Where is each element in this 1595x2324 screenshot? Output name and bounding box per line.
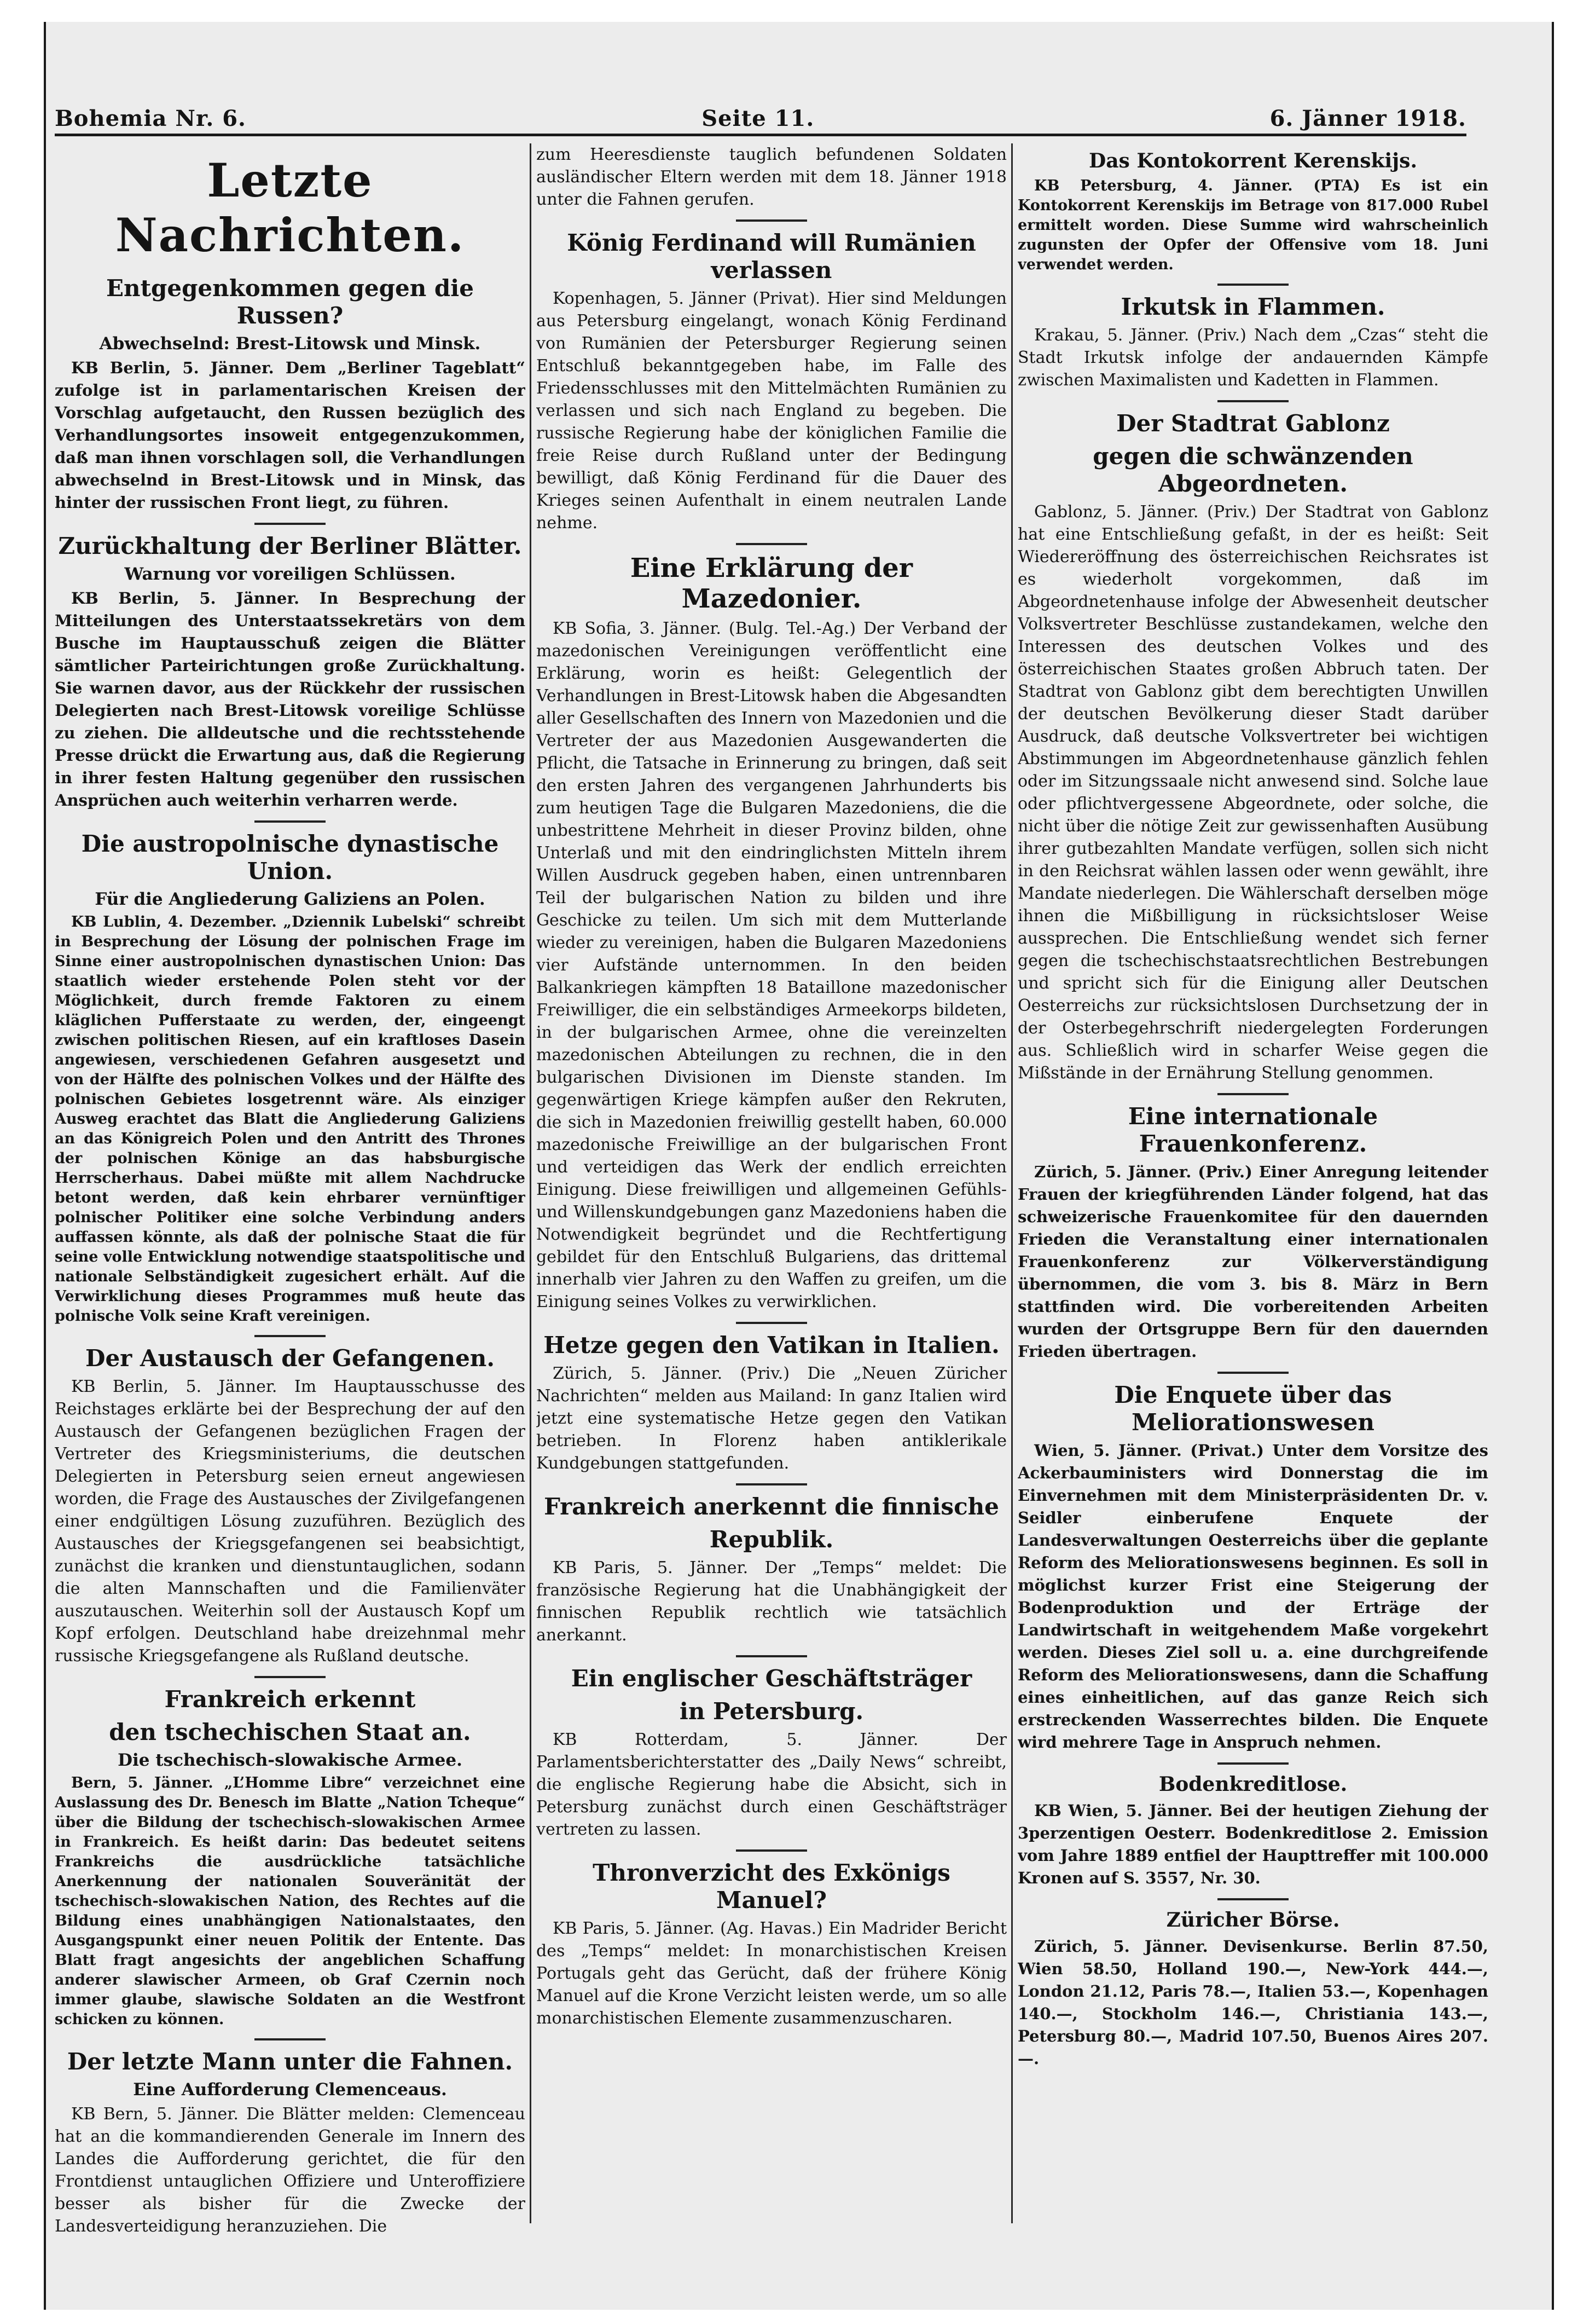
article-body: Kopenhagen, 5. Jänner (Privat). Hier sind Meldungen aus Petersburg eingelangt, wonach König Ferdinand von Rumänien der Petersburger Regierung seinen Entschluß bekanntgegeben habe, im Falle des Friedensschlusses mit den Mittelmächten Rumänien zu verlassen und sich nach England zu begeben. Die russische Regierung habe der königlichen Familie die freie Reise durch Rußland unter der Bedingung bewilligt, daß König Ferdinand für die Dauer des Krieges seinen Aufenthalt in einem neutralen Lande nehme.: [536, 289, 1007, 533]
article-headline: Frankreich erkennt: [164, 1686, 416, 1713]
article-headline: Republik.: [709, 1526, 834, 1553]
article-headline: Zurückhaltung der Berliner Blätter.: [58, 533, 522, 559]
separator: [1217, 400, 1289, 402]
article-subheadline: Abwechselnd: Brest-Litowsk und Minsk.: [99, 334, 481, 354]
masthead-date: 6. Jänner 1918.: [1269, 106, 1466, 131]
separator: [1217, 1762, 1289, 1765]
top-rule: [55, 134, 1466, 136]
article-headline: König Ferdinand will Rumänien verlassen: [567, 229, 976, 284]
separator: [736, 219, 807, 222]
masthead: [55, 99, 1466, 131]
article-headline: Das Kontokorrent Kerenskijs.: [1089, 149, 1417, 172]
article-headline: Entgegenkommen gegen die Russen?: [106, 275, 474, 329]
article-headline: Thronverzicht des Exkönigs Manuel?: [593, 1859, 950, 1913]
article-headline: Die austropolnische dynastische Union.: [81, 830, 499, 884]
column-rule-1: [530, 143, 531, 2223]
masthead-left: Bohemia Nr. 6.: [55, 106, 246, 131]
separator: [254, 1676, 326, 1678]
article-headline: Irkutsk in Flammen.: [1121, 293, 1385, 320]
separator: [736, 1655, 807, 1657]
separator: [1217, 1372, 1289, 1374]
article-body: Krakau, 5. Jänner. (Priv.) Nach dem „Czas“ steht die Stadt Irkutsk infolge der andauernden Kämpfe zwischen Maximalisten und Kadetten in Flammen.: [1018, 326, 1488, 390]
article-headline: Frankreich anerkennt die finnische: [544, 1493, 999, 1520]
separator: [254, 2038, 326, 2040]
article-subheadline: Eine Aufforderung Clemenceaus.: [133, 2080, 447, 2100]
article-body: Zürich, 5. Jänner. (Priv.) Die „Neuen Züricher Nachrichten“ melden aus Mailand: In ganz Italien wird jetzt eine systematische Hetze gegen den Vatikan betrieben. In Florenz haben antiklerikale Kundgebungen stattgefunden.: [536, 1364, 1007, 1473]
article-body: KB Sofia, 3. Jänner. (Bulg. Tel.-Ag.) Der Verband der mazedonischen Vereinigungen veröffentlicht eine Erklärung, worin es heißt: Gelegentlich der Verhandlungen in Brest-Litowsk haben die Abgesandten aller Gesellschaften des Innern von Mazedonien und die Vertreter der aus Mazedonien Ausgewanderten die Pflicht, die Tatsache in Erinnerung zu bringen, daß seit den ersten Jahren des vergangenen Jahrhunderts bis zum heutigen Tage die Bulgaren Mazedoniens, die die unbestrittene Mehrheit in dieser Provinz bilden, ohne Unterlaß und mit den eindringlichsten Mitteln ihrem Willen Ausdruck gegeben haben, einen untrennbaren Teil der bulgarischen Nation zu bilden und ihre Geschicke zu teilen. Um sich mit dem Mutterlande wieder zu vereinigen, haben die Bulgaren Mazedoniens vier Aufstände unternommen. In den beiden Balkankriegen kämpften 18 Bataillone mazedonischer Freiwilliger, die ein selbständiges Armeekorps bildeten, in der bulgarischen Armee, ohne die vereinzelten mazedonischen Abteilungen zu rechnen, die in den bulgarischen Divisionen im Dienste standen. Im gegenwärtigen Kriege kämpfen außer den Rekruten, die sich in Mazedonien freiwillig gestellt haben, 60.000 mazedonische Freiwillige an der bulgarischen Front und verteidigen das Werk der endlich erreichten Einigung. Diese freiwilligen und allgemeinen Gefühls- und Willenskundgebungen ganz Mazedoniens haben die Notwendigkeit begründet und die Rechtfertigung gebildet für den Entschluß Bulgariens, das drittemal innerhalb vier Jahren zu den Waffen zu greifen, um die Einigung seines Volkes zu verwirklichen.: [536, 619, 1007, 1311]
column-2: [536, 143, 1007, 2278]
separator: [254, 523, 326, 525]
column-3: [1018, 143, 1488, 2278]
article-subheadline: Die tschechisch-slowakische Armee.: [118, 1750, 462, 1770]
article-body: KB Bern, 5. Jänner. Die Blätter melden: Clemenceau hat an die kommandierenden Generale im Innern des Landes die Aufforderung gerichtet, die für den Frontdienst untauglichen Offiziere und Unteroffiziere besser als bisher für die Zwecke der Landesverteidigung heranzuziehen. Die: [55, 2105, 525, 2236]
article-headline: Eine internationale Frauenkonferenz.: [1128, 1103, 1378, 1157]
article-subheadline: Warnung vor voreiligen Schlüssen.: [124, 564, 456, 584]
article-headline: Ein englischer Geschäftsträger: [571, 1665, 972, 1692]
masthead-page-number: Seite 11.: [701, 106, 815, 131]
article-body: Bern, 5. Jänner. „L’Homme Libre“ verzeichnet eine Auslassung des Dr. Benesch im Blatte „Nation Tcheque“ über die Bildung der tschechisch-slowakischen Armee in Frankreich. Es heißt darin: Das bedeutet seitens Frankreichs die ausdrückliche tatsächliche Anerkennung der nationalen Souveränität der tschechisch-slowakischen Nation, des Rechtes auf die Bildung eines unabhängigen Nationalstaates, den Ausgangspunkt einer neuen Politik der Entente. Das Blatt fragt angesichts der angeblichen Schaffung anderer slawischer Armeen, ob Graf Czernin noch immer glaube, slawische Soldaten an die Westfront schicken zu können.: [55, 1774, 525, 2028]
article-headline: Eine Erklärung der Mazedonier.: [630, 553, 913, 614]
article-body: KB Wien, 5. Jänner. Bei der heutigen Ziehung der 3perzentigen Oesterr. Bodenkreditlose 2. Emission vom Jahre 1889 entfiel der Haupttreffer mit 100.000 Kronen auf S. 3557, Nr. 30.: [1018, 1801, 1488, 1887]
article-headline: gegen die schwänzenden Abgeordneten.: [1093, 443, 1413, 497]
column-1: [55, 143, 525, 2278]
article-headline: Der Austausch der Gefangenen.: [85, 1345, 495, 1372]
article-headline: Züricher Börse.: [1166, 1909, 1340, 1932]
separator: [736, 1849, 807, 1852]
separator: [736, 543, 807, 545]
article-subheadline: Für die Angliederung Galiziens an Polen.: [95, 889, 485, 909]
separator: [736, 1322, 807, 1324]
article-body: KB Rotterdam, 5. Jänner. Der Parlamentsberichterstatter des „Daily News“ schreibt, die englische Regierung habe die Absicht, sich in Petersburg zunächst durch einen Geschäftsträger vertreten zu lassen.: [536, 1730, 1007, 1839]
article-body: KB Paris, 5. Jänner. (Ag. Havas.) Ein Madrider Bericht des „Temps“ meldet: In monarchistischen Kreisen Portugals geht das Gerücht, daß der frühere König Manuel auf die Krone Verzicht leisten werde, um so alle monarchistischen Elemente zusammenzuscharen.: [536, 1919, 1007, 2028]
article-body: KB Berlin, 5. Jänner. Im Hauptausschusse des Reichstages erklärte bei der Besprechung der auf den Austausch der Gefangenen bezüglichen Fragen der Vertreter des Kriegsministeriums, die deutschen Delegierten in Petersburg seien erneut angewiesen worden, die Frage des Austausches der Zivilgefangenen einer endgültigen Lösung zuzuführen. Bezüglich des Austausches der Kriegsgefangenen sei beabsichtigt, zunächst die kranken und dienstuntauglichen, sodann die alten Mannschaften und die Familienväter auszutauschen. Weiterhin soll der Austausch Kopf um Kopf erfolgen. Deutschland habe dreizehnmal mehr russische Kriegsgefangene als Rußland deutsche.: [55, 1377, 525, 1666]
separator: [254, 820, 326, 823]
separator: [1217, 1093, 1289, 1095]
article-headline: Hetze gegen den Vatikan in Italien.: [543, 1332, 1000, 1358]
article-body: Zürich, 5. Jänner. Devisenkurse. Berlin 87.50, Wien 58.50, Holland 190.—, New-York 444.—, London 21.12, Paris 78.—, Italien 53.—, Kopenhagen 140.—, Stockholm 146.—, Christiania 143.—, Petersburg 80.—, Madrid 107.50, Buenos Aires 207.—.: [1018, 1937, 1488, 2068]
separator: [1217, 284, 1289, 286]
article-headline: Die Enquete über das Meliorationswesen: [1114, 1381, 1392, 1436]
article-headline: den tschechischen Staat an.: [109, 1719, 471, 1745]
article-continuation: zum Heeresdienste tauglich befundenen Soldaten ausländischer Eltern werden mit dem 18. Jänner 1918 unter die Fahnen gerufen.: [536, 145, 1007, 209]
article-body: Wien, 5. Jänner. (Privat.) Unter dem Vorsitze des Ackerbauministers wird Donnerstag die im Einvernehmen mit dem Ministerpräsidenten Dr. v. Seidler einberufene Enquete der Landesverwaltungen Oesterreichs über die geplante Reform des Meliorationswesens beginnen. Es soll in möglichst kurzer Frist eine Steigerung der Bodenproduktion und der Erträge der Landwirtschaft in weitgehendem Maße vorgekehrt werden. Dieses Ziel soll u. a. eine durchgreifende Reform des Meliorationswesens, dann die Schaffung eines einheitlichen, auf das ganze Reich sich erstreckenden Wasserrechtes bilden. Die Enquete wird mehrere Tage in Anspruch nehmen.: [1018, 1441, 1488, 1751]
article-headline: in Petersburg.: [679, 1698, 864, 1725]
separator: [254, 1335, 326, 1337]
article-headline: Bodenkreditlose.: [1158, 1773, 1348, 1796]
article-body: KB Lublin, 4. Dezember. „Dziennik Lubelski“ schreibt in Besprechung der Lösung der polnischen Frage im Sinne einer austropolnischen dynastischen Union: Das staatlich wieder erstehende Polen steht vor der Möglichkeit, durch fremde Faktoren zu einem kläglichen Pufferstaate zu werden, der, eingeengt zwischen politischen Riesen, auf ein kraftloses Dasein angewiesen, verschiedenen Gefahren ausgesetzt und von der Hälfte des polnischen Volkes und der Hälfte des polnischen Gebietes losgetrennt wäre. Als einziger Ausweg erachtet das Blatt die Angliederung Galiziens an das Königreich Polen und den Antritt des Thrones der polnischen Könige an das habsburgische Herrscherhaus. Dabei müßte mit allem Nachdrucke betont werden, daß kein ehrbarer vernünftiger polnischer Politiker eine solche Verbindung anders auffassen könnte, als daß der polnische Staat die für seine volle Entwicklung notwendige staatspolitische und nationale Selbständigkeit zugesichert erhält. Auf die Verwirklichung dieses Programmes muß heute das polnische Volk seine Kraft vereinigen.: [55, 914, 525, 1325]
article-body: KB Petersburg, 4. Jänner. (PTA) Es ist ein Kontokorrent Kerenskijs im Betrage von 817.000 Rubel ermittelt worden. Diese Summe wird wahrscheinlich zugunsten der Opfer der Offensive vom 18. Juni verwendet werden.: [1018, 177, 1488, 273]
article-body: Zürich, 5. Jänner. (Priv.) Einer Anregung leitender Frauen der kriegführenden Länder folgend, hat das schweizerische Frauenkomitee für den dauernden Frieden die Veranstaltung einer internationalen Frauenkonferenz zur Völkerverständigung übernommen, die vom 3. bis 8. März in Bern stattfinden wird. Die vorbereitenden Arbeiten wurden der Ortsgruppe Bern für den dauernden Frieden übertragen.: [1018, 1163, 1488, 1361]
article-headline: Der Stadtrat Gablonz: [1116, 410, 1390, 437]
article-headline: Der letzte Mann unter die Fahnen.: [67, 2048, 513, 2075]
separator: [736, 1483, 807, 1485]
section-title: Letzte Nachrichten.: [115, 153, 465, 262]
separator: [1217, 1898, 1289, 1900]
article-body: KB Paris, 5. Jänner. Der „Temps“ meldet: Die französische Regierung hat die Unabhängigkeit der finnischen Republik rechtlich wie tatsächlich anerkannt.: [536, 1558, 1007, 1645]
article-body: Gablonz, 5. Jänner. (Priv.) Der Stadtrat von Gablonz hat eine Entschließung gefaßt, in der es heißt: Seit Wiedereröffnung des österreichischen Reichsrates ist es wiederholt vorgekommen, daß im Abgeordnetenhause infolge der Abwesenheit deutscher Volksvertreter Beschlüsse zustandekamen, welche den Interessen des deutschen Volkes und des österreichischen Staates großen Abbruch taten. Der Stadtrat von Gablonz gibt dem berechtigten Unwillen der deutschen Bevölkerung dieser Stadt darüber Ausdruck, daß deutsche Volksvertreter bei wichtigen Abstimmungen im Abgeordnetenhause gänzlich fehlen oder im Sitzungssaale nicht anwesend sind. Solche laue oder pflichtvergessene Abgeordnete, oder solche, die nicht über die nötige Zeit zur gewissenhaften Ausübung ihrer gutbezahlten Mandate verfügen, sollen sich nicht in den Reichsrat wählen lassen oder wenn gewählt, ihre Mandate niederlegen. Die Wählerschaft derselben möge ihnen die Mißbilligung in rücksichtsloser Weise aussprechen. Die Entschließung wendet sich ferner gegen die tschechischstaatsrechtlichen Bestrebungen und spricht sich für die Einigung aller Deutschen Oesterreichs zur rücksichtslosen Durchsetzung der in der Osterbegehrschrift niedergelegten Forderungen aus. Schließlich wird in scharfer Weise gegen die Mißstände in der Ernährung Stellung genommen.: [1018, 502, 1488, 1083]
column-rule-2: [1011, 143, 1013, 2223]
article-body: KB Berlin, 5. Jänner. In Besprechung der Mitteilungen des Unterstaatssekretärs von dem Busche im Hauptausschuß zeigen die Blätter sämtlicher Parteirichtungen große Zurückhaltung. Sie warnen davor, aus der Rückkehr der russischen Delegierten nach Brest-Litowsk voreilige Schlüsse zu ziehen. Die alldeutsche und die rechtsstehende Presse drückt die Erwartung aus, daß die Regierung in ihrer festen Haltung gegenüber den russischen Ansprüchen auch weiterhin verharren werde.: [55, 589, 525, 810]
article-body: KB Berlin, 5. Jänner. Dem „Berliner Tageblatt“ zufolge ist in parlamentarischen Kreisen der Vorschlag aufgetaucht, den Russen bezüglich des Verhandlungsortes insoweit entgegenzukommen, daß man ihnen vorschlagen soll, die Verhandlungen abwechselnd in Brest-Litowsk und in Minsk, das hinter der russischen Front liegt, zu führen.: [55, 359, 525, 512]
